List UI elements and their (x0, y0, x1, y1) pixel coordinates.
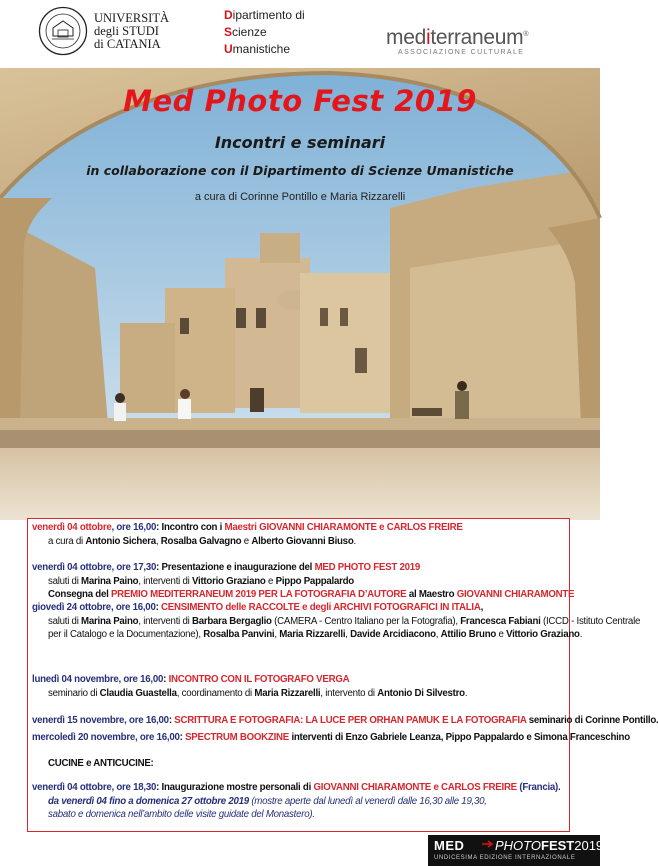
speaker: Barbara Bergaglio (191, 615, 272, 627)
event-highlight: GIOVANNI CHIARAMONTE e CARLOS FREIRE (313, 782, 517, 793)
program-event (32, 601, 640, 642)
speaker: Simona Franceschino (533, 732, 630, 743)
event-time: , ore 17,30 (111, 562, 157, 573)
department-name (224, 7, 305, 58)
program-event (32, 673, 467, 700)
event-text: (CAMERA - Centro Italiano per la Fotografia), (271, 615, 461, 627)
registered-mark: ® (523, 31, 529, 38)
speaker: Antonio Sichera (85, 535, 156, 547)
event-text: : (179, 732, 186, 743)
university-seal-icon (38, 6, 88, 56)
event-highlight: CENSIMENTO delle RACCOLTE e degli ARCHIVI FOTOGRAFICI IN ITALIA (161, 602, 481, 613)
speaker: Davide Arcidiacono (350, 629, 436, 641)
section-heading (32, 757, 154, 771)
event-text: , (440, 732, 446, 743)
speaker: Antonio Di Silvestro (377, 687, 465, 699)
logo-fest: FEST (541, 838, 575, 853)
poster-collaboration: in collaborazione con il Dipartimento di Scienze Umanistiche (86, 163, 514, 178)
speaker: Vittorio Graziano (506, 629, 580, 641)
event-date: mercoledì 20 novembre (32, 732, 135, 743)
program-event (32, 561, 574, 602)
arrow-icon (482, 840, 494, 848)
university-line: degli STUDI (94, 24, 159, 38)
event-text: : Incontro con i (156, 522, 225, 533)
event-text: : (163, 674, 169, 685)
university-line: di CATANIA (94, 37, 161, 51)
event-text: , (155, 535, 161, 547)
event-date: giovedì 24 ottobre (32, 602, 111, 613)
event-text: , coordinamento di (176, 687, 255, 699)
event-highlight: PREMIO MEDITERRANEUM 2019 PER LA FOTOGRAFIA D’AUTORE (110, 589, 407, 601)
event-date: venerdì 04 ottobre (32, 782, 112, 793)
event-text: (ICCD - Istituto Centrale (540, 615, 641, 627)
event-text: interventi di (289, 732, 346, 743)
event-text: (Francia). (516, 782, 561, 793)
event-text: per il Catalogo e la Documentazione), (48, 629, 204, 641)
poster-subtitle: Incontri e seminari (214, 133, 386, 152)
event-time: , ore 16,00 (124, 715, 169, 726)
event-text: , (274, 629, 280, 641)
event-highlight: MED PHOTO FEST 2019 (314, 562, 420, 573)
event-text: : (168, 715, 175, 726)
exhibit-hours: sabato e domenica nell’ambito delle visite guidate del Monastero). (48, 809, 315, 821)
event-text: saluti di (48, 615, 82, 627)
event-text: seminario di (526, 715, 586, 726)
event-text: , (345, 629, 351, 641)
dept-text: manistiche (232, 42, 291, 56)
event-time: , ore 16,00 (118, 674, 164, 685)
edition-label: UNDICESIMA EDIZIONE INTERNAZIONALE (434, 855, 576, 861)
event-text: : Inaugurazione mostre personali di (156, 782, 314, 793)
event-text: al Maestro (406, 589, 457, 601)
event-highlight: GIOVANNI CHIARAMONTE (456, 589, 575, 601)
event-text: , (480, 602, 484, 613)
logo-part: med (386, 26, 426, 49)
speaker: Marina Paino (81, 575, 139, 587)
speaker: Alberto Giovanni Biuso (251, 535, 354, 547)
event-time: , ore 16,00 (111, 522, 157, 533)
event-text: saluti di (48, 575, 82, 587)
event-text: : Presentazione e inaugurazione del (156, 562, 315, 573)
header (0, 0, 600, 68)
dept-text: ipartimento di (232, 8, 305, 22)
event-time: , ore 18,30 (111, 782, 157, 793)
logo-part: terraneum (430, 26, 524, 49)
speaker: Maria Rizzarelli (279, 629, 346, 641)
event-time: , ore 16,00 (110, 602, 156, 613)
speaker: Enzo Gabriele Leanza (345, 732, 441, 743)
event-text: . (353, 535, 356, 547)
dept-initial: S (224, 25, 233, 39)
event-text: e (523, 732, 534, 743)
dept-initial: U (224, 42, 233, 56)
event-text: e (265, 575, 276, 587)
university-line: UNIVERSITÀ (94, 11, 169, 25)
speaker: Francesca Fabiani (460, 615, 541, 627)
event-highlight: INCONTRO CON IL FOTOGRAFO VERGA (168, 674, 350, 685)
speaker: Rosalba Galvagno (160, 535, 242, 547)
program-box (27, 518, 657, 832)
event-date: venerdì 04 ottobre (32, 522, 112, 533)
speaker: Attilio Bruno (440, 629, 497, 641)
dept-initial: D (224, 8, 233, 22)
logo-photo: PHOTO (495, 838, 541, 853)
speaker: Marina Paino (81, 615, 139, 627)
program-event (32, 521, 463, 548)
speaker: Pippo Pappalardo (275, 575, 354, 587)
logo-year: 2019 (574, 838, 604, 853)
section-colon: : (150, 758, 154, 769)
exhibit-dates: da venerdì 04 fino a domenica 27 ottobre 2019 (48, 795, 249, 807)
event-text: seminario di (48, 687, 100, 699)
event-text: , interventi di (138, 615, 192, 627)
event-text: Consegna del (48, 589, 111, 601)
event-text: a cura di (48, 535, 86, 547)
poster-title: Med Photo Fest 2019 (123, 84, 477, 118)
event-date: lunedì 04 novembre (32, 674, 119, 685)
event-highlight: Maestri GIOVANNI CHIARAMONTE e CARLOS FREIRE (224, 522, 463, 533)
program-event (32, 714, 658, 728)
event-text: : (155, 602, 162, 613)
event-date: venerdì 15 novembre (32, 715, 125, 726)
event-text: , intervento di (320, 687, 378, 699)
mediterraneum-subtitle: ASSOCIAZIONE CULTURALE (398, 49, 525, 56)
program-event (32, 731, 630, 745)
mediterraneum-logo (386, 26, 528, 50)
event-highlight: SPECTRUM BOOKZINE (185, 732, 289, 743)
university-name (94, 12, 169, 51)
event-text: , interventi di (138, 575, 192, 587)
logo-photofest (495, 838, 603, 853)
speaker: Maria Rizzarelli (254, 687, 321, 699)
event-text: e (241, 535, 252, 547)
poster-curators: a cura di Corinne Pontillo e Maria Rizzarelli (194, 191, 406, 203)
event-text: , (435, 629, 441, 641)
speaker: Rosalba Panvini (203, 629, 275, 641)
exhibit-hours: (mostre aperte dal lunedì al venerdì dalle 16,30 alle 19,30, (248, 795, 487, 807)
logo-med: MED (434, 838, 465, 853)
event-date: venerdì 04 ottobre (32, 562, 112, 573)
event-text: . (464, 687, 468, 699)
dept-text: cienze (232, 25, 267, 39)
program-event (32, 781, 560, 822)
event-text: e (496, 629, 507, 641)
logo-accent: i (425, 26, 431, 49)
speaker: Corinne Pontillo (585, 715, 657, 726)
event-highlight: SCRITTURA E FOTOGRAFIA: LA LUCE PER ORHAN PAMUK E LA FOTOGRAFIA (174, 715, 527, 726)
speaker: Vittorio Graziano (191, 575, 266, 587)
event-time: , ore 16,00 (134, 732, 180, 743)
speaker: Claudia Guastella (99, 687, 177, 699)
section-label: CUCINE e ANTICUCINE (48, 758, 151, 769)
event-text: . (579, 629, 583, 641)
footer (0, 835, 604, 866)
speaker: Pippo Pappalardo (445, 732, 524, 743)
